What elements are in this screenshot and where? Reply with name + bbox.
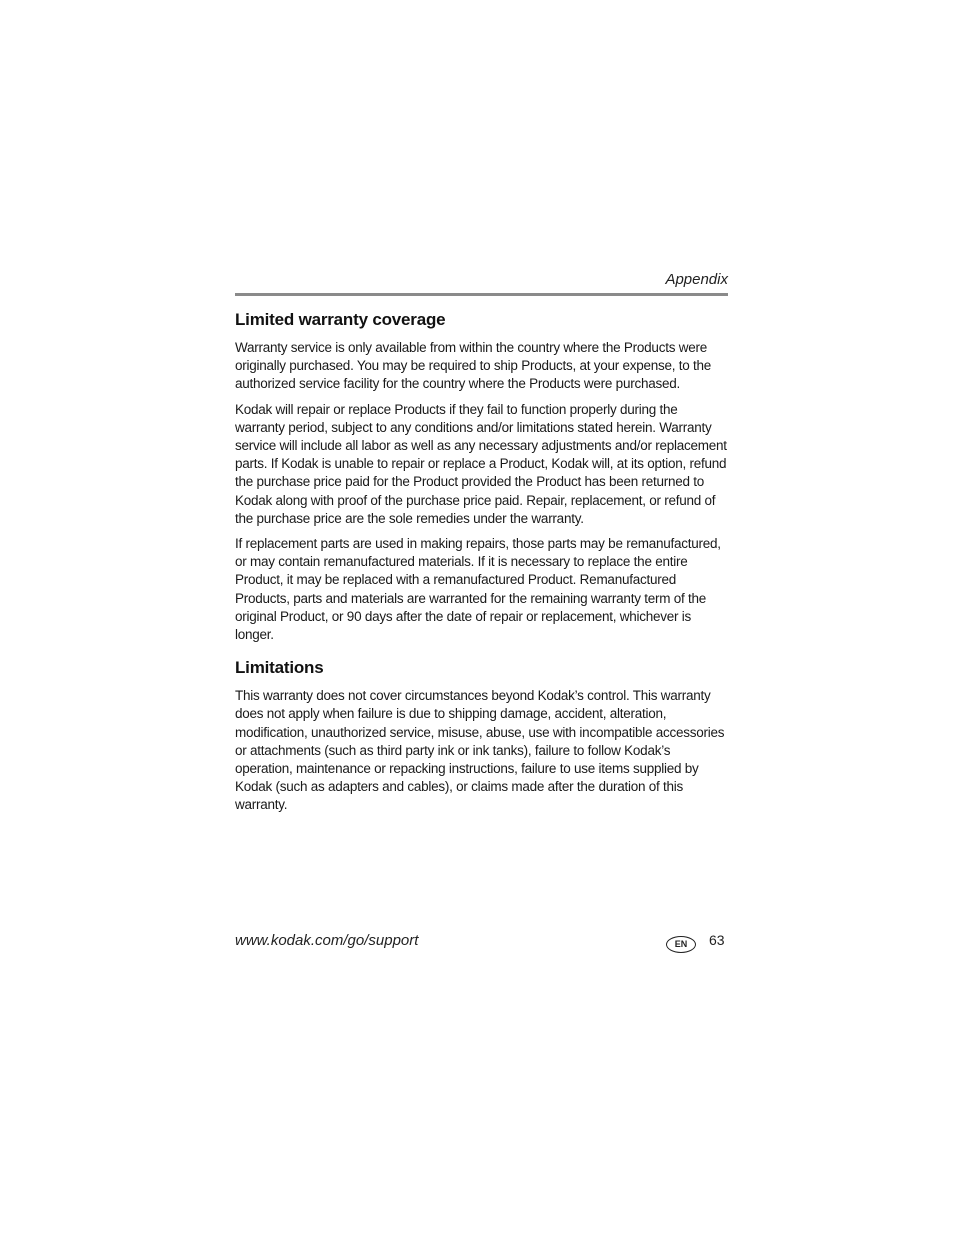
running-head: Appendix (665, 271, 728, 288)
section-limitations (235, 658, 728, 814)
page-number: 63 (709, 932, 725, 948)
section-title: Limitations (235, 658, 324, 678)
language-badge-icon: EN (666, 936, 696, 953)
section-limited-warranty-coverage (235, 310, 728, 644)
paragraph: This warranty does not cover circumstances beyond Kodak’s control. This warranty does not apply when failure is due to shipping damage, accident, alteration, modification, unauthorized service, misuse, abuse, use with incompatible accessories or attachments (such as third party ink or ink tanks), failure to follow Kodak’s operation, maintenance or repacking instructions, failure to use items supplied by Kodak (such as adapters and cables), or claims made after the duration of this warranty. (235, 688, 725, 813)
footer-page-info (666, 932, 728, 956)
header-rule (235, 293, 728, 296)
paragraph: Kodak will repair or replace Products if they fail to function properly during the warranty period, subject to any conditions and/or limitations stated herein. Warranty service will include all labor as well as any necessary adjustments and/or replacement parts. If Kodak is unable to repair or replace a Product, Kodak will, at its option, refund the purchase price paid for the Product provided the Product has been returned to Kodak along with proof of the purchase price paid. Repair, replacement, or refund of the purchase price are the sole remedies under the warranty. (235, 401, 727, 526)
page-content (235, 310, 728, 822)
paragraph: If replacement parts are used in making repairs, those parts may be remanufactured, or may contain remanufactured materials. If it is necessary to replace the entire Product, it may be replaced with a remanufactured Product. Remanufactured Products, parts and materials are warranted for the remaining warranty term of the original Product, or 90 days after the date of repair or replacement, whichever is longer. (235, 536, 721, 643)
footer-url: www.kodak.com/go/support (235, 932, 419, 949)
paragraph: Warranty service is only available from within the country where the Products were originally purchased. You may be required to ship Products, at your expense, to the authorized service facility for the country where the Products were purchased. (235, 340, 712, 392)
section-title: Limited warranty coverage (235, 310, 446, 329)
